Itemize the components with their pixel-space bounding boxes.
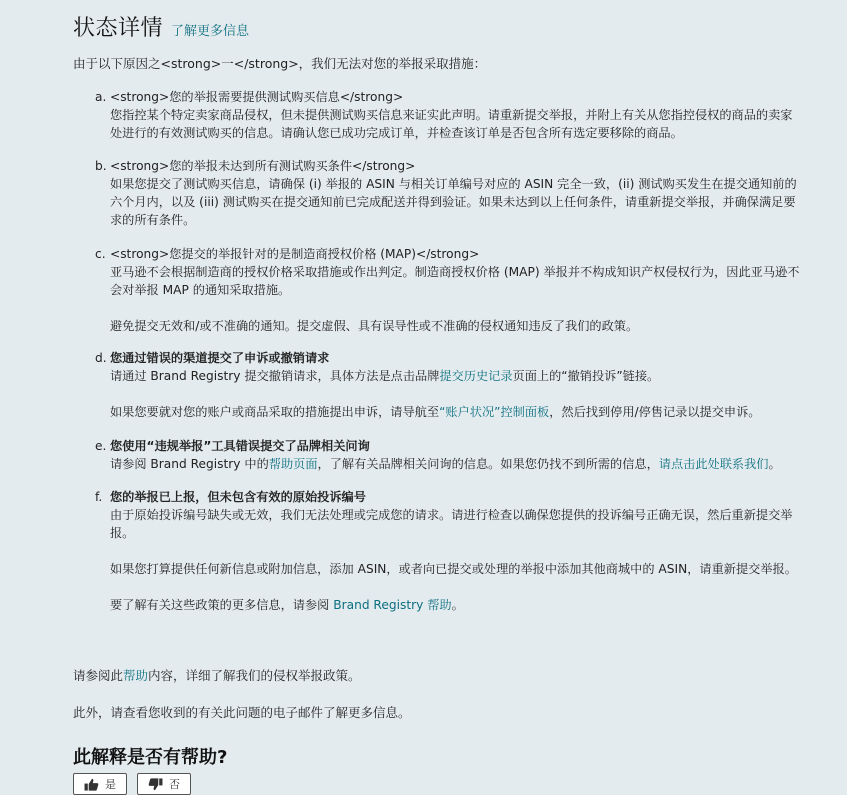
list-marker: e. xyxy=(95,439,107,453)
reason-item-c xyxy=(73,245,803,335)
spacer xyxy=(73,421,803,437)
list-marker: a. xyxy=(95,90,107,104)
reason-text: 您指控某个特定卖家商品侵权，但未提供测试购买信息来证实此声明。请重新提交举报，并附上有关从您指控侵权的商品的卖家处进行的有效测试购买的信息。请确认您已成功完成订单，并检查该订单是否包含所有选定要移除的商品。 xyxy=(110,108,793,140)
reason-text: 如果您要就对您的账户或商品采取的措施提出申诉，请导航至“账户状况”控制面板，然后找到停用/停售记录以提交申诉。 xyxy=(110,405,761,419)
policy-help-link[interactable]: 帮助 xyxy=(123,668,149,683)
reason-text: 请参阅 Brand Registry 中的帮助页面，了解有关品牌相关问询的信息。如果您仍找不到所需的信息，请点击此处联系我们。 xyxy=(110,457,781,471)
reason-item-a xyxy=(73,88,803,142)
brand-registry-help-link[interactable]: Brand Registry 帮助 xyxy=(333,598,452,612)
contact-us-link[interactable]: 请点击此处联系我们 xyxy=(658,457,769,471)
reason-text: 如果您打算提供任何新信息或附加信息，添加 ASIN，或者向已提交或处理的举报中添加其他商城中的 ASIN，请重新提交举报。 xyxy=(110,562,797,576)
reason-heading: <strong>您的举报需要提供测试购买信息</strong> xyxy=(110,90,404,104)
spacer xyxy=(73,335,803,349)
reason-text: 由于原始投诉编号缺失或无效，我们无法处理或完成您的请求。请进行检查以确保您提供的投诉编号正确无误，然后重新提交举报。 xyxy=(110,508,793,540)
reason-heading: 您的举报已上报，但未包含有效的原始投诉编号 xyxy=(110,490,366,504)
feedback-buttons xyxy=(73,773,191,795)
title-row xyxy=(73,11,249,42)
spacer xyxy=(73,142,803,157)
submission-history-link[interactable]: 提交历史记录 xyxy=(439,369,513,383)
list-marker: f. xyxy=(95,490,103,504)
list-marker: b. xyxy=(95,159,107,173)
learn-more-link[interactable]: 了解更多信息 xyxy=(171,24,250,39)
reason-item-f xyxy=(73,488,803,614)
account-health-link[interactable]: “账户状况”控制面板 xyxy=(439,405,550,419)
reason-item-e xyxy=(73,437,803,473)
reason-item-b xyxy=(73,157,803,229)
spacer xyxy=(73,229,803,245)
yes-button[interactable]: 是 xyxy=(73,773,127,795)
intro-text: 由于以下原因之<strong>一</strong>，我们无法对您的举报采取措施： xyxy=(73,56,487,71)
reason-text: 亚马逊不会根据制造商的授权价格采取措施或作出判定。制造商授权价格 (MAP) 举报并不构成知识产权侵权行为，因此亚马逊不会对举报 MAP 的通知采取措施。 xyxy=(110,265,800,297)
no-button[interactable]: 否 xyxy=(137,773,191,795)
reason-text: 如果您提交了测试购买信息，请确保 (i) 举报的 ASIN 与相关订单编号对应的 ASIN 完全一致，(ii) 测试购买发生在提交通知前的六个月内，以及 (iii) 测试购买在提交通知前已完成配送并得到验证。如果未达到以上任何条件，请重新提交举报，并确保满足要求的所有条件。 xyxy=(110,177,797,227)
reason-heading: <strong>您的举报未达到所有测试购买条件</strong> xyxy=(110,159,416,173)
reason-text: 避免提交无效和/或不准确的通知。提交虚假、具有误导性或不准确的侵权通知违反了我们的政策。 xyxy=(110,319,639,333)
reason-heading: <strong>您提交的举报针对的是制造商授权价格 (MAP)</strong> xyxy=(110,247,480,261)
reason-item-d xyxy=(73,349,803,421)
list-marker: c. xyxy=(95,247,106,261)
spacer xyxy=(73,473,803,488)
reason-heading: 您使用“违规举报”工具错误提交了品牌相关问询 xyxy=(110,439,370,453)
feedback-title: 此解释是否有帮助? xyxy=(73,747,228,768)
reason-text: 要了解有关这些政策的更多信息，请参阅 Brand Registry 帮助。 xyxy=(110,598,464,612)
thumbs-down-icon xyxy=(148,778,163,791)
email-note-text: 此外，请查看您收到的有关此问题的电子邮件了解更多信息。 xyxy=(73,705,411,720)
thumbs-up-icon xyxy=(84,778,99,791)
page-title: 状态详情 xyxy=(73,16,164,41)
reasons-list xyxy=(73,88,803,614)
list-marker: d. xyxy=(95,351,107,365)
help-page-link[interactable]: 帮助页面 xyxy=(268,457,318,471)
reason-heading: 您通过错误的渠道提交了申诉或撤销请求 xyxy=(110,351,330,365)
reason-text: 请通过 Brand Registry 提交撤销请求，具体方法是点击品牌提交历史记录页面上的“撤销投诉”链接。 xyxy=(110,369,660,383)
policy-help-text: 请参阅此帮助内容，详细了解我们的侵权举报政策。 xyxy=(73,668,361,683)
